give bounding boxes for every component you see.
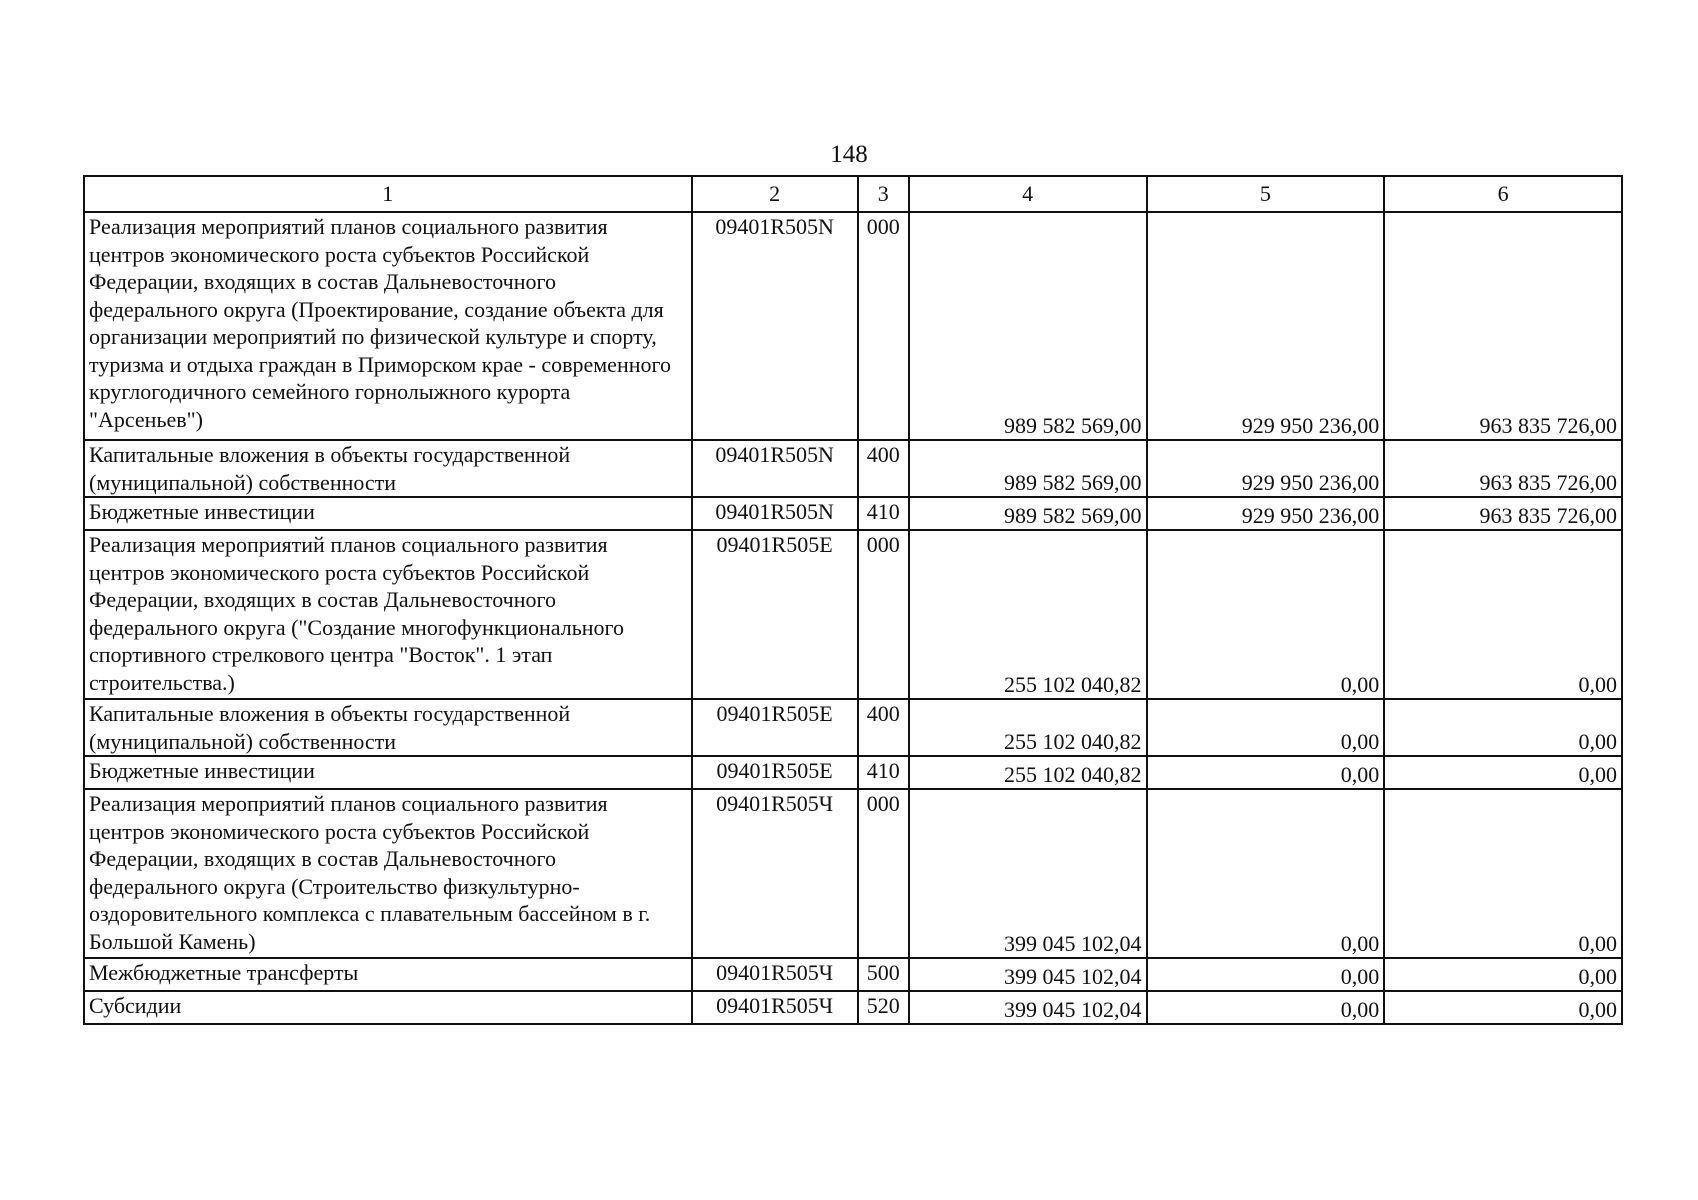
row-name: Реализация мероприятий планов социального развития центров экономического роста субъектов Российской Федерации, входящих в состав Дальневосточного федерального округа (Проектирование, создание объекта для организации мероприятий по физической культуре и спорту, туризма и отдыха граждан в Приморском крае - современного круглогодичного семейного горнолыжного курорта "Арсеньев") <box>84 212 692 440</box>
row-amount-col4: 989 582 569,00 <box>909 440 1147 497</box>
row-name: Реализация мероприятий планов социального развития центров экономического роста субъектов Российской Федерации, входящих в состав Дальневосточного федерального округа ("Создание многофункционального спортивного стрелкового центра "Восток". 1 этап строительства.) <box>84 530 692 699</box>
row-amount-col5: 0,00 <box>1147 789 1385 958</box>
header-col-6: 6 <box>1384 176 1622 212</box>
header-row <box>84 176 1622 212</box>
budget-table <box>83 175 1623 1025</box>
row-target-code: 09401R505E <box>692 699 858 756</box>
row-target-code: 09401R505Ч <box>692 789 858 958</box>
row-amount-col6: 0,00 <box>1384 789 1622 958</box>
row-expense-type: 000 <box>858 530 909 699</box>
table-row <box>84 958 1622 991</box>
row-amount-col5: 929 950 236,00 <box>1147 440 1385 497</box>
table-row <box>84 991 1622 1024</box>
row-expense-type: 000 <box>858 212 909 440</box>
row-amount-col4: 255 102 040,82 <box>909 756 1147 789</box>
row-amount-col4: 989 582 569,00 <box>909 212 1147 440</box>
row-name: Субсидии <box>84 991 692 1024</box>
table-row <box>84 530 1622 699</box>
row-amount-col5: 929 950 236,00 <box>1147 212 1385 440</box>
row-amount-col5: 0,00 <box>1147 530 1385 699</box>
table-row <box>84 756 1622 789</box>
row-name: Бюджетные инвестиции <box>84 497 692 530</box>
row-amount-col6: 0,00 <box>1384 699 1622 756</box>
header-col-5: 5 <box>1147 176 1385 212</box>
header-col-2: 2 <box>692 176 858 212</box>
row-target-code: 09401R505N <box>692 440 858 497</box>
row-amount-col6: 0,00 <box>1384 991 1622 1024</box>
row-amount-col4: 255 102 040,82 <box>909 530 1147 699</box>
row-expense-type: 410 <box>858 497 909 530</box>
row-amount-col5: 0,00 <box>1147 699 1385 756</box>
row-expense-type: 410 <box>858 756 909 789</box>
row-amount-col4: 399 045 102,04 <box>909 789 1147 958</box>
row-amount-col4: 989 582 569,00 <box>909 497 1147 530</box>
row-amount-col5: 929 950 236,00 <box>1147 497 1385 530</box>
table-row <box>84 699 1622 756</box>
table-row <box>84 440 1622 497</box>
row-amount-col6: 963 835 726,00 <box>1384 440 1622 497</box>
row-amount-col6: 0,00 <box>1384 756 1622 789</box>
row-expense-type: 400 <box>858 699 909 756</box>
row-name: Межбюджетные трансферты <box>84 958 692 991</box>
row-expense-type: 000 <box>858 789 909 958</box>
row-amount-col6: 0,00 <box>1384 530 1622 699</box>
header-col-3: 3 <box>858 176 909 212</box>
header-col-1: 1 <box>84 176 692 212</box>
header-col-4: 4 <box>909 176 1147 212</box>
row-amount-col4: 399 045 102,04 <box>909 991 1147 1024</box>
row-expense-type: 500 <box>858 958 909 991</box>
row-name: Капитальные вложения в объекты государственной (муниципальной) собственности <box>84 440 692 497</box>
row-target-code: 09401R505Ч <box>692 958 858 991</box>
row-amount-col5: 0,00 <box>1147 958 1385 991</box>
row-amount-col5: 0,00 <box>1147 991 1385 1024</box>
row-name: Капитальные вложения в объекты государственной (муниципальной) собственности <box>84 699 692 756</box>
table-row <box>84 497 1622 530</box>
table-row <box>84 789 1622 958</box>
row-amount-col6: 963 835 726,00 <box>1384 497 1622 530</box>
row-amount-col4: 255 102 040,82 <box>909 699 1147 756</box>
page-number: 148 <box>830 141 868 168</box>
row-amount-col4: 399 045 102,04 <box>909 958 1147 991</box>
row-amount-col6: 0,00 <box>1384 958 1622 991</box>
row-target-code: 09401R505Ч <box>692 991 858 1024</box>
row-name: Реализация мероприятий планов социального развития центров экономического роста субъектов Российской Федерации, входящих в состав Дальневосточного федерального округа (Строительство физкультурно-оздоровительного комплекса с плавательным бассейном в г. Большой Камень) <box>84 789 692 958</box>
row-expense-type: 400 <box>858 440 909 497</box>
table-row <box>84 212 1622 440</box>
row-target-code: 09401R505E <box>692 756 858 789</box>
row-amount-col5: 0,00 <box>1147 756 1385 789</box>
row-target-code: 09401R505N <box>692 212 858 440</box>
row-target-code: 09401R505E <box>692 530 858 699</box>
row-amount-col6: 963 835 726,00 <box>1384 212 1622 440</box>
row-expense-type: 520 <box>858 991 909 1024</box>
row-name: Бюджетные инвестиции <box>84 756 692 789</box>
row-target-code: 09401R505N <box>692 497 858 530</box>
